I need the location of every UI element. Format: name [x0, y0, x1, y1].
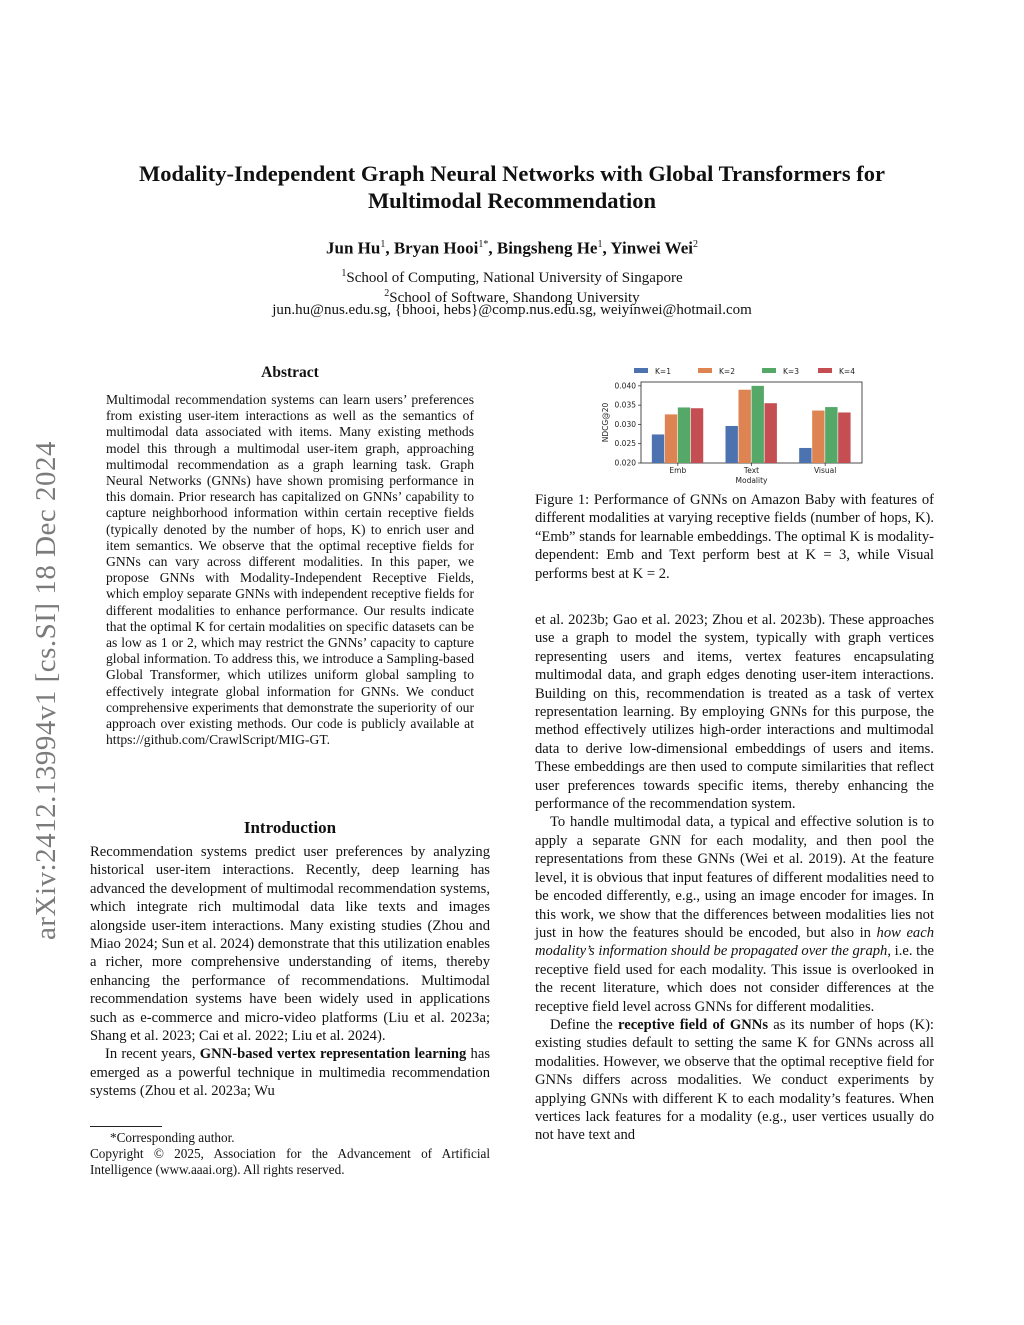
- bar-visual-k3: [825, 407, 837, 463]
- author-affil: 2: [693, 239, 699, 250]
- x-tick-label: Emb: [669, 466, 687, 475]
- bar-emb-k2: [665, 414, 677, 463]
- bar-text-k3: [752, 386, 764, 463]
- legend-swatch: [762, 368, 776, 373]
- footnote-rule: [90, 1126, 162, 1127]
- right-paragraph-3: Define the receptive field of GNNs as its number of hops (K): existing studies default to setting the same K for GNNs across all modalities. However, we observe that the optimal receptive field for GNNs differs across modalities. We conduct experiments by applying GNNs with different K to each modality’s features. When vertices lack features for a modality (e.g., user vertices usually do not have text and: [535, 1016, 934, 1144]
- affiliation-2: $^2$School of Software, Shandong University: [384, 288, 640, 306]
- intro-paragraph-2: In recent years, GNN-based vertex representation learning has emerged as a powerful technique in multimedia recommendation systems (Zhou et al. 2023a; Wu: [90, 1046, 490, 1100]
- legend-swatch: [634, 368, 648, 373]
- bar-visual-k4: [838, 412, 850, 463]
- author-emails: jun.hu@nus.edu.sg, {bhooi, hebs}@comp.nus.edu.sg, weiyinwei@hotmail.com: [272, 302, 752, 318]
- bar-text-k2: [739, 390, 751, 463]
- right-column-body: [535, 611, 934, 1145]
- footnote: [90, 1130, 490, 1178]
- author-name: Jun Hu: [325, 238, 381, 258]
- title-line-1: Modality-Independent Graph Neural Networks with Global Transformers for: [138, 161, 886, 186]
- author-name: Bingsheng He: [496, 238, 598, 258]
- abstract-heading: Abstract: [261, 364, 319, 381]
- paper-title: [90, 160, 934, 214]
- author-affil: 1: [380, 239, 386, 250]
- y-tick-label: 0.030: [614, 419, 636, 429]
- author-affil: 1*: [478, 239, 489, 250]
- bar-emb-k3: [678, 407, 690, 463]
- affiliation-1: $^1$School of Computing, National University of Singapore: [341, 268, 683, 286]
- abstract-text: Multimodal recommendation systems can learn users’ preferences from existing user-item interactions as well as the semantics of multimodal data associated with items. Many existing methods model this through a multimodal user-item graph, approaching multimodal recommendation as a graph learning task. Graph Neural Networks (GNNs) have shown promising performance in this domain. Prior research has capitalized on GNNs’ capability to capture neighborhood information within certain receptive fields (typically denoted by the number of hops, K) to enrich user and item semantics. We observe that the optimal receptive fields for GNNs can vary across different modalities. In this paper, we propose GNNs with Modality-Independent Receptive Fields, which employ separate GNNs with independent receptive fields for different modalities to enhance performance. Our results indicate that the optimal K for certain modalities on specific datasets can be as low as 1 or 2, which may restrict the GNNs’ capacity to capture global information. To address this, we introduce a Sampling-based Global Transformer, which utilizes uniform global sampling to effectively integrate global information for GNNs. We conduct comprehensive experiments that demonstrate the superiority of our approach over existing methods. Our code is publicly available at https://github.com/CrawlScript/MIG-GT.: [106, 392, 474, 748]
- title-line-2: Multimodal Recommendation: [367, 188, 657, 213]
- corresponding-author-note: *Corresponding author.: [110, 1130, 235, 1145]
- x-axis-label: Modality: [735, 476, 768, 485]
- bar-visual-k2: [812, 411, 824, 463]
- bar-text-k4: [765, 403, 777, 463]
- legend-swatch: [698, 368, 712, 373]
- arxiv-stamp: arXiv:2412.13994v1 [cs.SI] 18 Dec 2024: [30, 440, 62, 940]
- y-tick-label: 0.040: [614, 381, 636, 391]
- intro-paragraph-1: Recommendation systems predict user preferences by analyzing historical user-item interactions. Recently, deep learning has advanced the development of multimodal recommendation systems, which integrate rich multimodal data like texts and images alongside user-item interactions. Many existing studies (Zhou and Miao 2024; Sun et al. 2024) demonstrate that this utilization enables a richer, more comprehensive understanding of items, thereby enhancing the performance of recommendations. Multimodal recommendation systems have been widely used in applications such as e-commerce and micro-video platforms (Liu et al. 2023a; Shang et al. 2023; Cai et al. 2022; Liu et al. 2024).: [90, 844, 490, 1045]
- copyright-notice: Copyright © 2025, Association for the Advancement of Artificial Intelligence (www.aaai.org). All rights reserved.: [90, 1146, 490, 1177]
- author-name: Bryan Hooi: [393, 238, 479, 258]
- introduction-body: [90, 843, 490, 1101]
- introduction-heading: Introduction: [243, 818, 337, 837]
- y-axis-label: NDCG@20: [601, 402, 610, 443]
- figure-caption: Figure 1: Performance of GNNs on Amazon Baby with features of different modalities at varying receptive fields (number of hops, K). “Emb” stands for learnable embeddings. The optimal K is modality-dependent: Emb and Text perform best at K = 3, while Visual performs best at K = 2.: [535, 492, 934, 582]
- x-tick-label: Visual: [813, 466, 837, 475]
- author-list: Jun Hu$^1$, Bryan Hooi$^{1*}$, Bingsheng He$^1$, Yinwei Wei$^2$: [325, 238, 699, 258]
- y-tick-label: 0.025: [614, 439, 636, 449]
- legend-label: K=3: [783, 367, 799, 376]
- right-paragraph-1: et al. 2023b; Gao et al. 2023; Zhou et al. 2023b). These approaches use a graph to model the system, typically with graph vertices representing users and items, vertex features encapsulating multimodal data, and graph edges denoting user-item interactions. Building on this, recommendation is treated as a task of vertex representation learning. By employing GNNs for this purpose, the method effectively utilizes high-order interactions and multimodal data to derive low-dimensional embeddings of users and items. These embeddings are then used to compute similarities that reflect user preferences towards specific items, thereby enhancing the performance of the recommendation system.: [535, 612, 934, 813]
- y-tick-label: 0.020: [614, 458, 636, 468]
- legend-label: K=2: [719, 367, 735, 376]
- bar-visual-k1: [799, 448, 811, 463]
- ndcg-bar-chart: [594, 362, 874, 488]
- bar-text-k1: [726, 426, 738, 463]
- legend-label: K=4: [839, 367, 855, 376]
- x-tick-label: Text: [743, 466, 760, 475]
- right-paragraph-2: To handle multimodal data, a typical and effective solution is to apply a separate GNN for each modality, and then pool the representations from these GNNs (Wei et al. 2019). At the feature level, it is obvious that input features of different modalities need to be encoded differently, e.g., using an image encoder for images. In this work, we show that the differences between modalities lies not just in how the features should be encoded, but also in how each modality’s information should be propagated over the graph, i.e. the receptive field used for each modality. This issue is overlooked in the recent literature, which does not consider differences at the receptive field level across GNNs for different modalities.: [535, 814, 934, 1015]
- bar-emb-k1: [652, 434, 664, 463]
- y-tick-label: 0.035: [614, 400, 636, 410]
- legend-swatch: [818, 368, 832, 373]
- legend-label: K=1: [655, 367, 671, 376]
- bar-emb-k4: [691, 408, 703, 463]
- author-name: Yinwei Wei: [610, 238, 694, 258]
- author-affil: 1: [597, 239, 603, 250]
